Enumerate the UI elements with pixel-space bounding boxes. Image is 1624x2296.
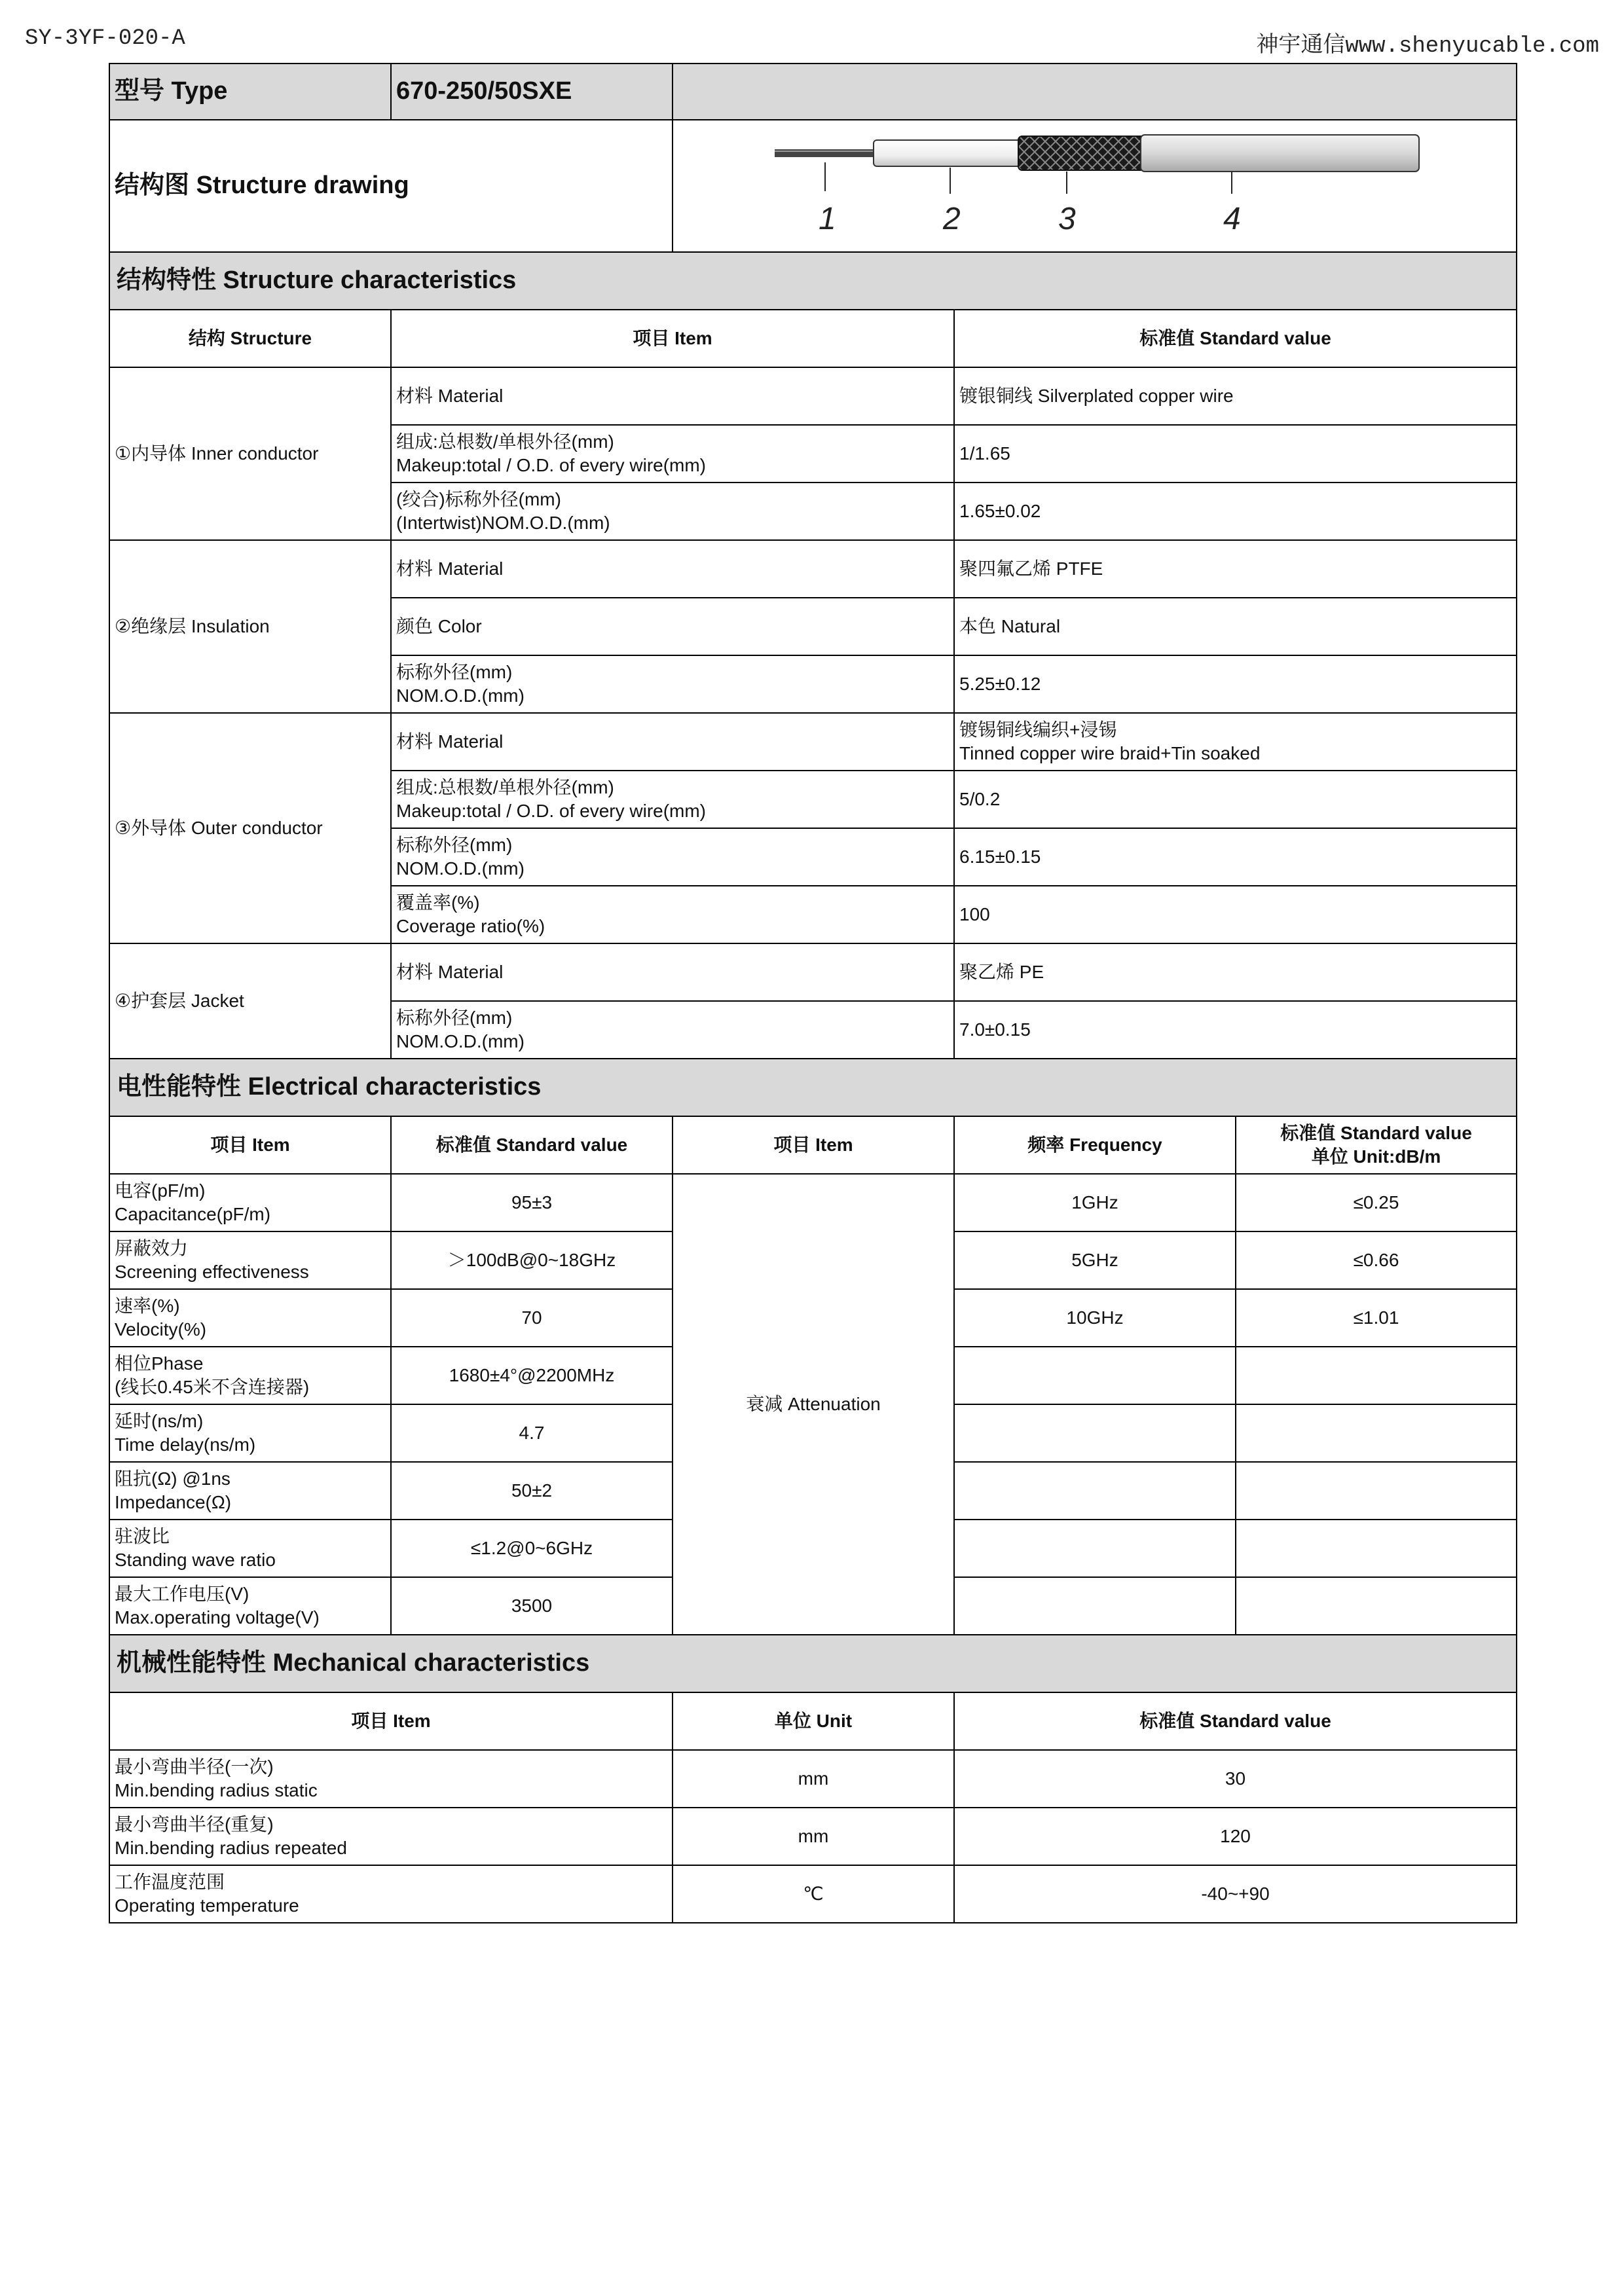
- structure-section-title: 结构特性 Structure characteristics: [109, 252, 1517, 310]
- structure-item: [391, 483, 954, 540]
- electrical-item-line: Velocity(%): [115, 1319, 207, 1339]
- attenuation-value: [1236, 1404, 1517, 1462]
- mechanical-item-line: Min.bending radius repeated: [115, 1838, 347, 1858]
- type-label: 型号 Type: [109, 64, 391, 120]
- structure-item-line: 材料 Material: [396, 385, 504, 406]
- structure-item-line: NOM.O.D.(mm): [396, 685, 525, 706]
- attenuation-frequency: [954, 1520, 1236, 1577]
- structure-item-line: (Intertwist)NOM.O.D.(mm): [396, 513, 610, 533]
- type-blank: [673, 64, 1517, 120]
- structure-header-value: 标准值 Standard value: [954, 310, 1517, 367]
- company-site: 神宇通信www.shenyucable.com: [1256, 34, 1599, 59]
- electrical-item-line: Time delay(ns/m): [115, 1434, 256, 1455]
- structure-item: [391, 367, 954, 425]
- outer-conductor: [1018, 136, 1145, 170]
- structure-item: [391, 1001, 954, 1059]
- structure-value-line: Tinned copper wire braid+Tin soaked: [959, 743, 1261, 763]
- electrical-item: [109, 1462, 391, 1520]
- structure-value: [954, 483, 1517, 540]
- structure-item: [391, 425, 954, 483]
- electrical-item-line: Screening effectiveness: [115, 1262, 309, 1282]
- electrical-header-item: 项目 Item: [109, 1116, 391, 1174]
- electrical-section-title: 电性能特性 Electrical characteristics: [109, 1059, 1517, 1116]
- electrical-item-line: 驻波比: [115, 1525, 170, 1546]
- structure-item-line: 标称外径(mm): [396, 661, 513, 682]
- structure-header-structure: 结构 Structure: [109, 310, 391, 367]
- attenuation-frequency: 1GHz: [954, 1174, 1236, 1231]
- electrical-item-line: Impedance(Ω): [115, 1492, 232, 1512]
- structure-value-line: 聚四氟乙烯 PTFE: [959, 558, 1103, 579]
- attenuation-value: [1236, 1462, 1517, 1520]
- mechanical-item: [109, 1750, 673, 1808]
- structure-value: [954, 886, 1517, 943]
- structure-value-line: 5.25±0.12: [959, 673, 1041, 694]
- structure-value: [954, 425, 1517, 483]
- structure-value-line: 本色 Natural: [959, 615, 1061, 636]
- electrical-header-item-2: 项目 Item: [673, 1116, 954, 1174]
- structure-row: [109, 943, 1517, 1001]
- structure-item: [391, 886, 954, 943]
- attenuation-value: [1236, 1347, 1517, 1404]
- structure-value-line: 5/0.2: [959, 788, 1001, 809]
- electrical-item-line: Capacitance(pF/m): [115, 1204, 271, 1224]
- electrical-header-row: [109, 1116, 1517, 1174]
- structure-group-name: ②绝缘层 Insulation: [109, 540, 391, 713]
- structure-row: [109, 713, 1517, 771]
- callout-3: 3: [1058, 202, 1076, 236]
- mechanical-item-line: 最小弯曲半径(重复): [115, 1813, 274, 1834]
- attenuation-frequency: [954, 1404, 1236, 1462]
- structure-section-row: [109, 252, 1517, 310]
- jacket: [1141, 135, 1419, 172]
- structure-row: [109, 367, 1517, 425]
- mechanical-header-item: 项目 Item: [109, 1692, 673, 1750]
- structure-value: [954, 1001, 1517, 1059]
- structure-item: [391, 828, 954, 886]
- attenuation-frequency: [954, 1462, 1236, 1520]
- electrical-value: 70: [391, 1289, 673, 1347]
- callout-2: 2: [943, 202, 961, 236]
- attenuation-frequency: 10GHz: [954, 1289, 1236, 1347]
- electrical-item-line: 阻抗(Ω) @1ns: [115, 1468, 231, 1489]
- mechanical-item-line: Min.bending radius static: [115, 1780, 318, 1800]
- mechanical-value: -40~+90: [954, 1865, 1517, 1923]
- mechanical-header-unit: 单位 Unit: [673, 1692, 954, 1750]
- attenuation-value: ≤0.25: [1236, 1174, 1517, 1231]
- structure-value-line: 1/1.65: [959, 443, 1010, 464]
- electrical-item: [109, 1174, 391, 1231]
- electrical-value: ≤1.2@0~6GHz: [391, 1520, 673, 1577]
- attenuation-frequency: [954, 1577, 1236, 1635]
- structure-item-line: NOM.O.D.(mm): [396, 1031, 525, 1051]
- structure-value: [954, 367, 1517, 425]
- structure-item-line: 覆盖率(%): [396, 892, 480, 913]
- electrical-value: 1680±4°@2200MHz: [391, 1347, 673, 1404]
- mechanical-header-value: 标准值 Standard value: [954, 1692, 1517, 1750]
- type-value: 670-250/50SXE: [391, 64, 673, 120]
- electrical-value: 4.7: [391, 1404, 673, 1462]
- mechanical-row: [109, 1750, 1517, 1808]
- attenuation-frequency: 5GHz: [954, 1231, 1236, 1289]
- attenuation-value: ≤0.66: [1236, 1231, 1517, 1289]
- mechanical-item-line: Operating temperature: [115, 1895, 299, 1916]
- mechanical-value: 30: [954, 1750, 1517, 1808]
- electrical-header-att-value-line: 单位 Unit:dB/m: [1311, 1146, 1441, 1167]
- structure-header-item: 项目 Item: [391, 310, 954, 367]
- electrical-header-att-value-line: 标准值 Standard value: [1280, 1122, 1472, 1143]
- structure-item-line: Coverage ratio(%): [396, 916, 545, 936]
- structure-item-line: 组成:总根数/单根外径(mm): [396, 776, 614, 797]
- structure-item-line: (绞合)标称外径(mm): [396, 488, 561, 509]
- attenuation-value: [1236, 1520, 1517, 1577]
- structure-value: [954, 655, 1517, 713]
- insulation: [874, 140, 1021, 166]
- structure-value-line: 聚乙烯 PE: [959, 961, 1044, 982]
- electrical-item-line: 屏蔽效力: [115, 1237, 189, 1258]
- electrical-value: ＞100dB@0~18GHz: [391, 1231, 673, 1289]
- mechanical-item: [109, 1808, 673, 1865]
- structure-value-line: 6.15±0.15: [959, 846, 1041, 867]
- structure-item-line: 材料 Material: [396, 731, 504, 752]
- attenuation-value: ≤1.01: [1236, 1289, 1517, 1347]
- structure-value: [954, 828, 1517, 886]
- mechanical-section-row: [109, 1635, 1517, 1692]
- structure-item: [391, 540, 954, 598]
- electrical-row: [109, 1174, 1517, 1231]
- structure-value: [954, 713, 1517, 771]
- electrical-section-row: [109, 1059, 1517, 1116]
- mechanical-section-title: 机械性能特性 Mechanical characteristics: [109, 1635, 1517, 1692]
- structure-item: [391, 655, 954, 713]
- structure-item: [391, 771, 954, 828]
- structure-drawing: [673, 120, 1517, 252]
- inner-conductor: [775, 149, 877, 157]
- electrical-item-line: Max.operating voltage(V): [115, 1607, 320, 1628]
- electrical-item: [109, 1520, 391, 1577]
- electrical-value: 50±2: [391, 1462, 673, 1520]
- structure-value: [954, 943, 1517, 1001]
- doc-code: SY-3YF-020-A: [25, 26, 185, 51]
- structure-item-line: Makeup:total / O.D. of every wire(mm): [396, 455, 707, 475]
- structure-value-line: 镀银铜线 Silverplated copper wire: [959, 385, 1234, 406]
- mechanical-unit: ℃: [673, 1865, 954, 1923]
- electrical-item: [109, 1347, 391, 1404]
- structure-item-line: 材料 Material: [396, 558, 504, 579]
- electrical-header-att-value: [1236, 1116, 1517, 1174]
- structure-value: [954, 771, 1517, 828]
- mechanical-item-line: 最小弯曲半径(一次): [115, 1756, 274, 1777]
- structure-value: [954, 540, 1517, 598]
- mechanical-value: 120: [954, 1808, 1517, 1865]
- callout-1: 1: [819, 202, 836, 236]
- electrical-item: [109, 1289, 391, 1347]
- electrical-item-line: (线长0.45米不含连接器): [115, 1377, 310, 1397]
- structure-group-name: ④护套层 Jacket: [109, 943, 391, 1059]
- electrical-item-line: 延时(ns/m): [115, 1410, 204, 1431]
- electrical-item: [109, 1404, 391, 1462]
- electrical-item-line: 速率(%): [115, 1295, 180, 1316]
- structure-item-line: 标称外径(mm): [396, 834, 513, 855]
- structure-item-line: Makeup:total / O.D. of every wire(mm): [396, 801, 707, 821]
- structure-item: [391, 713, 954, 771]
- attenuation-frequency: [954, 1347, 1236, 1404]
- structure-item-line: NOM.O.D.(mm): [396, 858, 525, 879]
- structure-item-line: 标称外径(mm): [396, 1007, 513, 1028]
- type-row: [109, 64, 1517, 120]
- drawing-row: [109, 120, 1517, 252]
- electrical-item-line: 电容(pF/m): [115, 1180, 206, 1201]
- structure-group-name: ③外导体 Outer conductor: [109, 713, 391, 943]
- attenuation-label: 衰减 Attenuation: [673, 1174, 954, 1635]
- structure-item-line: 材料 Material: [396, 961, 504, 982]
- electrical-item-line: 相位Phase: [115, 1353, 204, 1374]
- structure-value: [954, 598, 1517, 655]
- drawing-label: 结构图 Structure drawing: [109, 120, 673, 252]
- mechanical-row: [109, 1865, 1517, 1923]
- structure-row: [109, 540, 1517, 598]
- structure-value-line: 1.65±0.02: [959, 500, 1041, 521]
- structure-group-name: ①内导体 Inner conductor: [109, 367, 391, 540]
- mechanical-unit: mm: [673, 1808, 954, 1865]
- cable-drawing: [673, 120, 1515, 251]
- electrical-item: [109, 1577, 391, 1635]
- structure-value-line: 100: [959, 903, 990, 924]
- electrical-header-value: 标准值 Standard value: [391, 1116, 673, 1174]
- electrical-value: 3500: [391, 1577, 673, 1635]
- mechanical-row: [109, 1808, 1517, 1865]
- callout-4: 4: [1223, 202, 1241, 236]
- structure-item-line: 组成:总根数/单根外径(mm): [396, 431, 614, 452]
- electrical-item-line: 最大工作电压(V): [115, 1583, 249, 1604]
- electrical-value: 95±3: [391, 1174, 673, 1231]
- structure-item: [391, 943, 954, 1001]
- attenuation-value: [1236, 1577, 1517, 1635]
- structure-item-line: 颜色 Color: [396, 615, 482, 636]
- structure-header-row: [109, 310, 1517, 367]
- electrical-item-line: Standing wave ratio: [115, 1550, 276, 1570]
- structure-value-line: 7.0±0.15: [959, 1019, 1031, 1040]
- mechanical-item-line: 工作温度范围: [115, 1871, 225, 1892]
- mechanical-item: [109, 1865, 673, 1923]
- electrical-header-frequency: 频率 Frequency: [954, 1116, 1236, 1174]
- mechanical-unit: mm: [673, 1750, 954, 1808]
- spec-table: [109, 63, 1517, 1923]
- electrical-item: [109, 1231, 391, 1289]
- mechanical-header-row: [109, 1692, 1517, 1750]
- structure-item: [391, 598, 954, 655]
- structure-value-line: 镀锡铜线编织+浸锡: [959, 719, 1117, 740]
